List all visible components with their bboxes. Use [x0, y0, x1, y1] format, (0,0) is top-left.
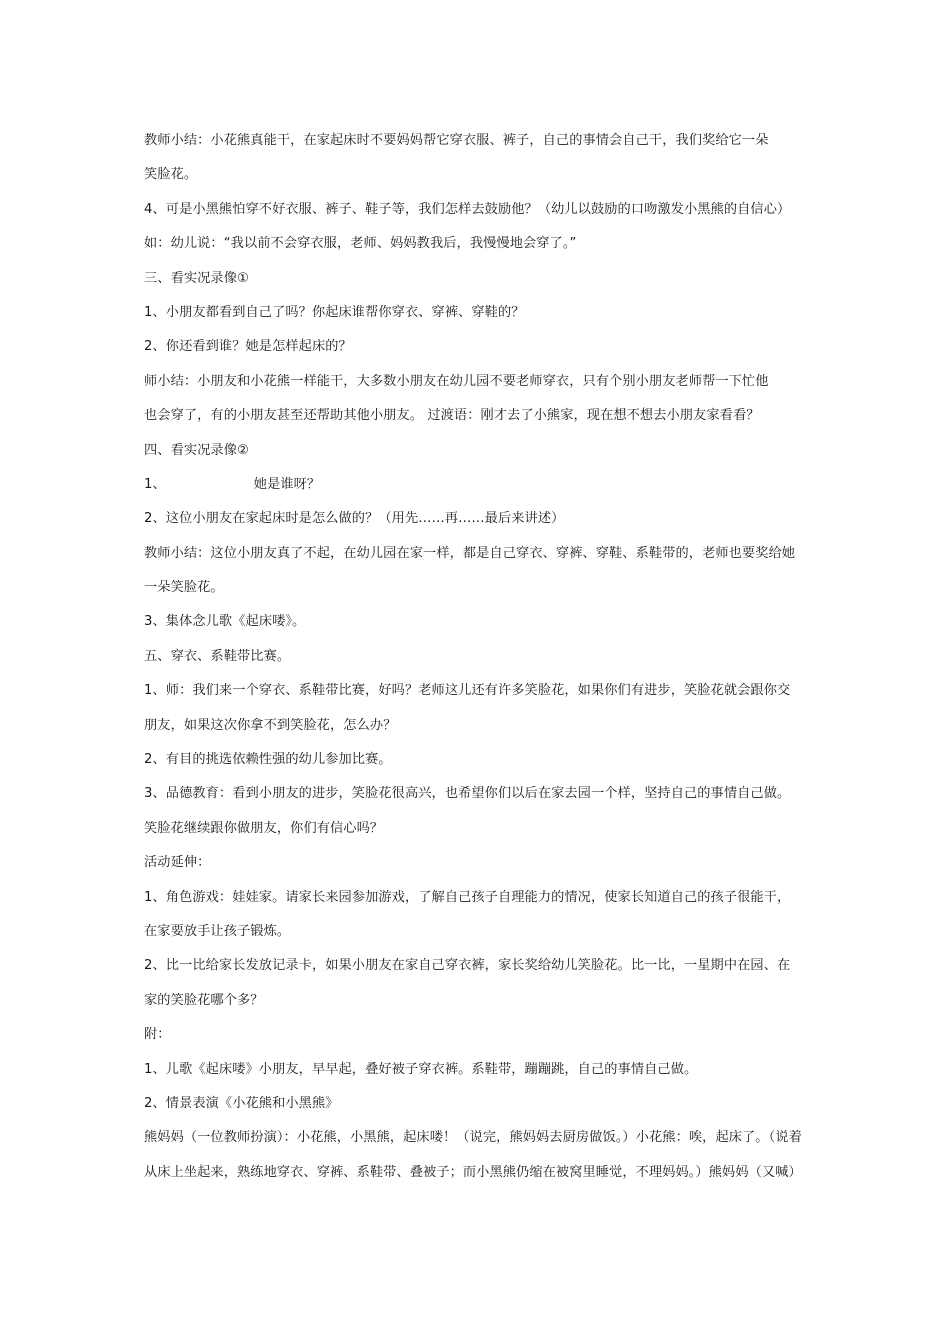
section-heading: 四、看实况录像②: [144, 442, 249, 458]
paragraph-line: 熊妈妈（一位教师扮演）：小花熊，小黑熊，起床喽！（说完，熊妈妈去厨房做饭。）小花熊：唉，起床了。（说着: [144, 1130, 802, 1146]
paragraph-line: 1、儿歌《起床喽》小朋友，早早起，叠好被子穿衣裤。系鞋带，蹦蹦跳，自己的事情自己做。: [144, 1061, 698, 1077]
paragraph-line: 2、你还看到谁？她是怎样起床的？: [144, 339, 352, 355]
paragraph-line: 家的笑脸花哪个多？: [144, 992, 264, 1008]
paragraph-line: 2、情景表演《小花熊和小黑熊》: [144, 1095, 339, 1111]
section-heading: 附：: [144, 1027, 171, 1043]
paragraph-line: 教师小结：这位小朋友真了不起，在幼儿园在家一样，都是自己穿衣、穿裤、穿鞋、系鞋带的，老师也要奖给她: [144, 545, 796, 561]
paragraph-line: 也会穿了，有的小朋友甚至还帮助其他小朋友。 过渡语：刚才去了小熊家，现在想不想去小朋友家看看？: [144, 408, 760, 424]
paragraph-line: 朋友，如果这次你拿不到笑脸花，怎么办？: [144, 717, 397, 733]
paragraph-line: 2、比一比给家长发放记录卡，如果小朋友在家自己穿衣裤，家长奖给幼儿笑脸花。比一比，一星期中在园、在: [144, 958, 791, 974]
paragraph-line: 2、有目的挑选依赖性强的幼儿参加比赛。: [144, 752, 392, 768]
paragraph-line: 一朵笑脸花。: [144, 580, 224, 596]
paragraph-line: 1、小朋友都看到自己了吗？你起床谁帮你穿衣、穿裤、穿鞋的？: [144, 304, 525, 320]
paragraph-line: 4、可是小黑熊怕穿不好衣服、裤子、鞋子等，我们怎样去鼓励他？（幼儿以鼓励的口吻激发小黑熊的自信心）: [144, 201, 791, 217]
list-item-text: 她是谁呀？: [253, 476, 321, 492]
paragraph-line: 从床上坐起来，熟练地穿衣、穿裤、系鞋带、叠被子；而小黑熊仍缩在被窝里睡觉，不理妈妈。）熊妈妈（又喊）: [144, 1164, 802, 1180]
paragraph-line: 师小结：小朋友和小花熊一样能干，大多数小朋友在幼儿园不要老师穿衣，只有个别小朋友老师帮一下忙他: [144, 373, 769, 389]
section-heading: 三、看实况录像①: [144, 270, 249, 286]
paragraph-line: 2、这位小朋友在家起床时是怎么做的？（用先……再……最后来讲述）: [144, 511, 565, 527]
paragraph-line: 1、师：我们来一个穿衣、系鞋带比赛，好吗？老师这儿还有许多笑脸花，如果你们有进步，笑脸花就会跟你交: [144, 683, 791, 699]
paragraph-line: 笑脸花。: [144, 167, 198, 183]
paragraph-line: 教师小结：小花熊真能干，在家起床时不要妈妈帮它穿衣服、裤子，自己的事情会自己干，我们奖给它一朵: [144, 133, 769, 148]
paragraph-line: 在家要放手让孩子锻炼。: [144, 923, 291, 939]
list-item-number: 1、: [144, 476, 166, 492]
paragraph-line: 如：幼儿说：“我以前不会穿衣服，老师、妈妈教我后，我慢慢地会穿了。”: [144, 236, 577, 252]
paragraph-line: 3、品德教育：看到小朋友的进步，笑脸花很高兴，也希望你们以后在家去园一个样，坚持自己的事情自己做。: [144, 786, 791, 802]
paragraph-line: 笑脸花继续跟你做朋友，你们有信心吗？: [144, 820, 384, 836]
list-item: [144, 468, 814, 502]
paragraph-line: 1、角色游戏：娃娃家。请家长来园参加游戏，了解自己孩子自理能力的情况，使家长知道自己的孩子很能干，: [144, 889, 791, 905]
section-heading: 五、穿衣、系鞋带比赛。: [144, 648, 291, 664]
section-heading: 活动延伸：: [144, 855, 211, 871]
document-body: [144, 124, 814, 1190]
paragraph-line: 3、集体念儿歌《起床喽》。: [144, 614, 306, 630]
